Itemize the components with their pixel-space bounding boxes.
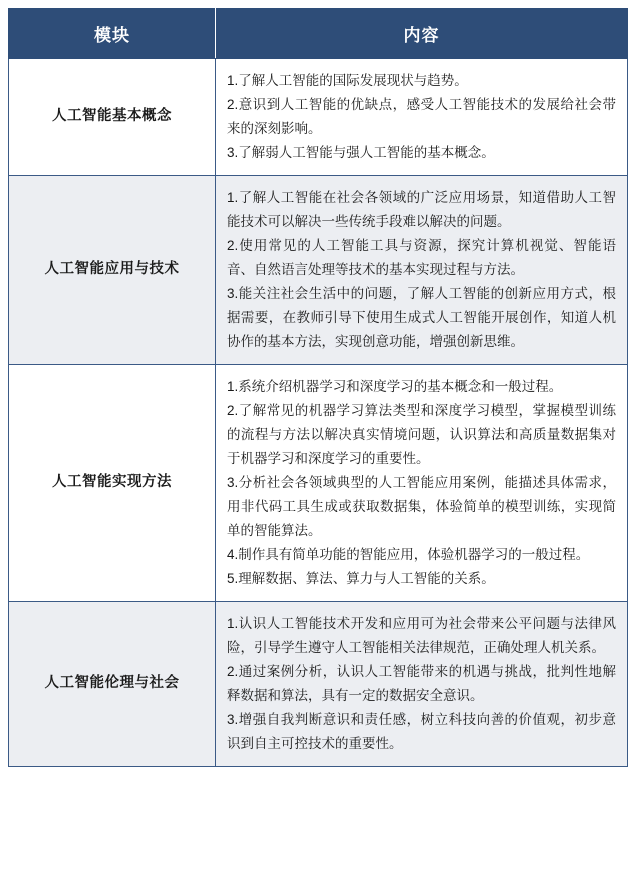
table-row [9, 176, 628, 365]
content-line: 4.制作具有简单功能的智能应用，体验机器学习的一般过程。 [227, 547, 590, 563]
content-line: 3.增强自我判断意识和责任感，树立科技向善的价值观，初步意识到自主可控技术的重要性。 [227, 712, 616, 752]
cell-module-name: 人工智能实现方法 [9, 365, 216, 602]
content-line: 1.了解人工智能在社会各领域的广泛应用场景，知道借助人工智能技术可以解决一些传统手段难以解决的问题。 [227, 190, 616, 230]
content-line: 3.了解弱人工智能与强人工智能的基本概念。 [227, 145, 495, 161]
content-line: 2.了解常见的机器学习算法类型和深度学习模型，掌握模型训练的流程与方法以解决真实情境问题，认识算法和高质量数据集对于机器学习和深度学习的重要性。 [227, 403, 616, 467]
cell-module-content [216, 365, 628, 602]
content-line: 5.理解数据、算法、算力与人工智能的关系。 [227, 571, 495, 587]
cell-module-name: 人工智能应用与技术 [9, 176, 216, 365]
content-line: 1.认识人工智能技术开发和应用可为社会带来公平问题与法律风险，引导学生遵守人工智能相关法律规范，正确处理人机关系。 [227, 616, 616, 656]
cell-module-name: 人工智能伦理与社会 [9, 602, 216, 767]
column-header-module: 模块 [9, 9, 216, 59]
content-line: 3.能关注社会生活中的问题，了解人工智能的创新应用方式，根据需要，在教师引导下使用生成式人工智能开展创作，知道人机协作的基本方法，实现创意功能，增强创新思维。 [227, 286, 616, 350]
content-line: 1.了解人工智能的国际发展现状与趋势。 [227, 73, 468, 88]
table-header-row [9, 9, 628, 59]
cell-module-name: 人工智能基本概念 [9, 59, 216, 176]
column-header-content: 内容 [216, 9, 628, 59]
table-row [9, 602, 628, 767]
cell-module-content [216, 602, 628, 767]
content-line: 2.意识到人工智能的优缺点，感受人工智能技术的发展给社会带来的深刻影响。 [227, 97, 616, 137]
table-row [9, 365, 628, 602]
cell-module-content [216, 59, 628, 176]
table-body [9, 59, 628, 767]
ai-curriculum-table [8, 8, 628, 767]
content-line: 2.通过案例分析，认识人工智能带来的机遇与挑战，批判性地解释数据和算法，具有一定的数据安全意识。 [227, 664, 616, 704]
content-line: 2.使用常见的人工智能工具与资源，探究计算机视觉、智能语音、自然语言处理等技术的基本实现过程与方法。 [227, 238, 616, 278]
cell-module-content [216, 176, 628, 365]
content-line: 1.系统介绍机器学习和深度学习的基本概念和一般过程。 [227, 379, 563, 395]
table-header [9, 9, 628, 59]
content-line: 3.分析社会各领域典型的人工智能应用案例，能描述具体需求，用非代码工具生成或获取数据集，体验简单的模型训练，实现简单的智能算法。 [227, 475, 616, 539]
table-row [9, 59, 628, 176]
